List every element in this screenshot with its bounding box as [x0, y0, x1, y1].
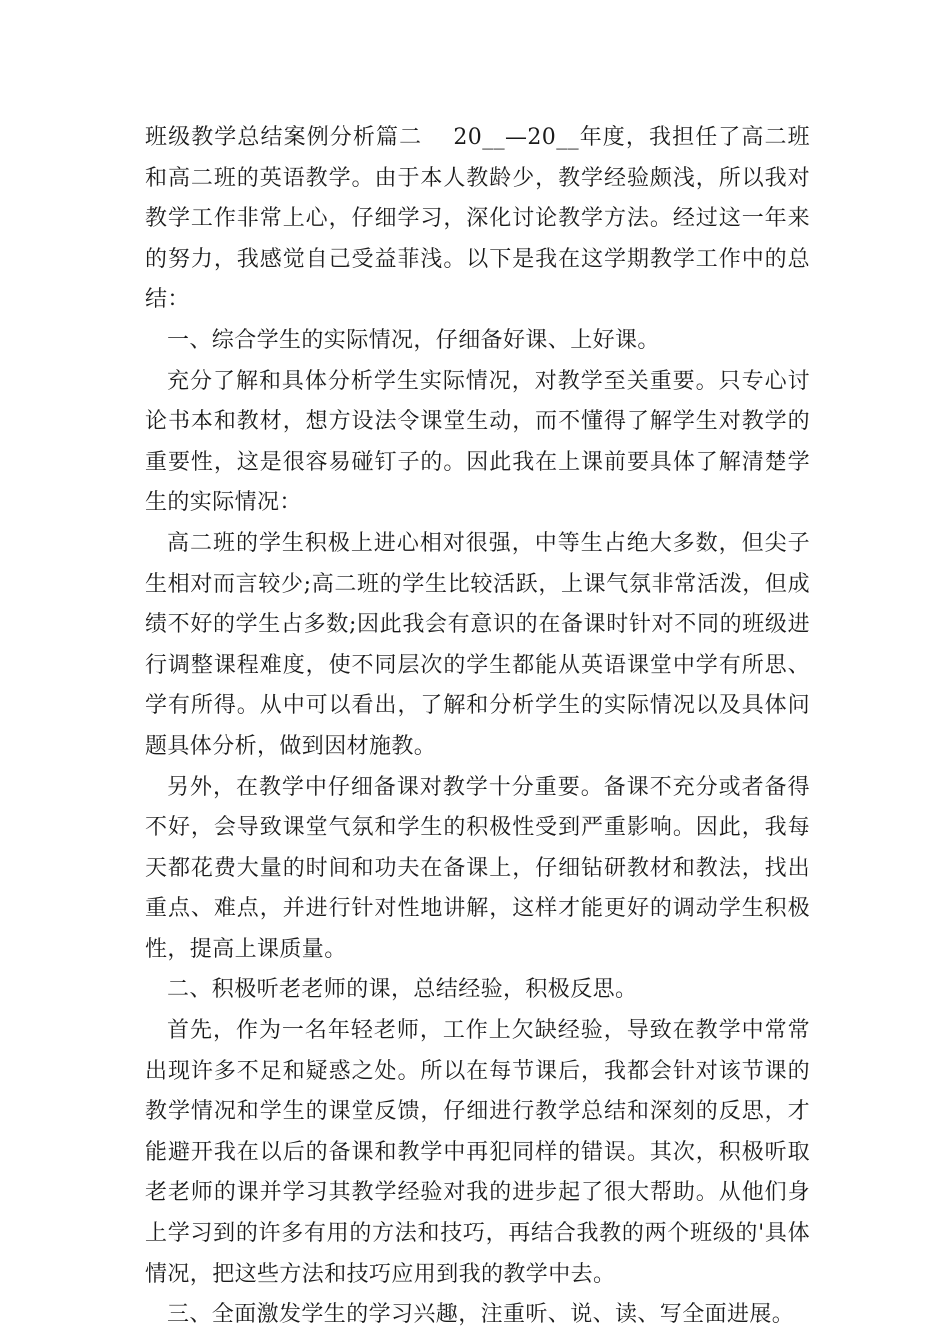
- section-heading-2: 二、积极听老老师的课，总结经验，积极反思。: [167, 977, 638, 1003]
- document-body: [145, 118, 810, 1336]
- body-paragraph: 首先，作为一名年轻老师，工作上欠缺经验，导致在教学中常常出现许多不足和疑惑之处。所以在每节课后，我都会针对该节课的教学情况和学生的课堂反馈，仔细进行教学总结和深刻的反思，才能避开我在以后的备课和教学中再犯同样的错误。其次，积极听取老老师的课并学习其教学经验对我的进步起了很大帮助。从他们身上学习到的许多有用的方法和技巧，再结合我教的两个班级的'具体情况，把这些方法和技巧应用到我的教学中去。: [145, 1018, 810, 1287]
- body-paragraph: 高二班的学生积极上进心相对很强，中等生占绝大多数，但尖子生相对而言较少;高二班的学生比较活跃，上课气氛非常活泼，但成绩不好的学生占多数;因此我会有意识的在备课时针对不同的班级进行调整课程难度，使不同层次的学生都能从英语课堂中学有所思、学有所得。从中可以看出，了解和分析学生的实际情况以及具体问题具体分析，做到因材施教。: [145, 530, 810, 759]
- body-paragraph: 另外，在教学中仔细备课对教学十分重要。备课不充分或者备得不好，会导致课堂气氛和学生的积极性受到严重影响。因此，我每天都花费大量的时间和功夫在备课上，仔细钻研教材和教法，找出重点、难点，并进行针对性地讲解，这样才能更好的调动学生积极性，提高上课质量。: [145, 774, 810, 962]
- intro-paragraph: 班级教学总结案例分析篇二 20__—20__年度，我担任了高二班和高二班的英语教学。由于本人教龄少，教学经验颇浅，所以我对教学工作非常上心，仔细学习，深化讨论教学方法。经过这一年来的努力，我感觉自己受益菲浅。以下是我在这学期教学工作中的总结：: [145, 125, 810, 313]
- section-heading-3: 三、全面激发学生的学习兴趣，注重听、说、读、写全面进展。: [167, 1302, 795, 1328]
- body-paragraph: 充分了解和具体分析学生实际情况，对教学至关重要。只专心讨论书本和教材，想方设法令课堂生动，而不懂得了解学生对教学的重要性，这是很容易碰钉子的。因此我在上课前要具体了解清楚学生的实际情况：: [145, 368, 810, 516]
- section-heading-1: 一、综合学生的实际情况，仔细备好课、上好课。: [167, 327, 660, 353]
